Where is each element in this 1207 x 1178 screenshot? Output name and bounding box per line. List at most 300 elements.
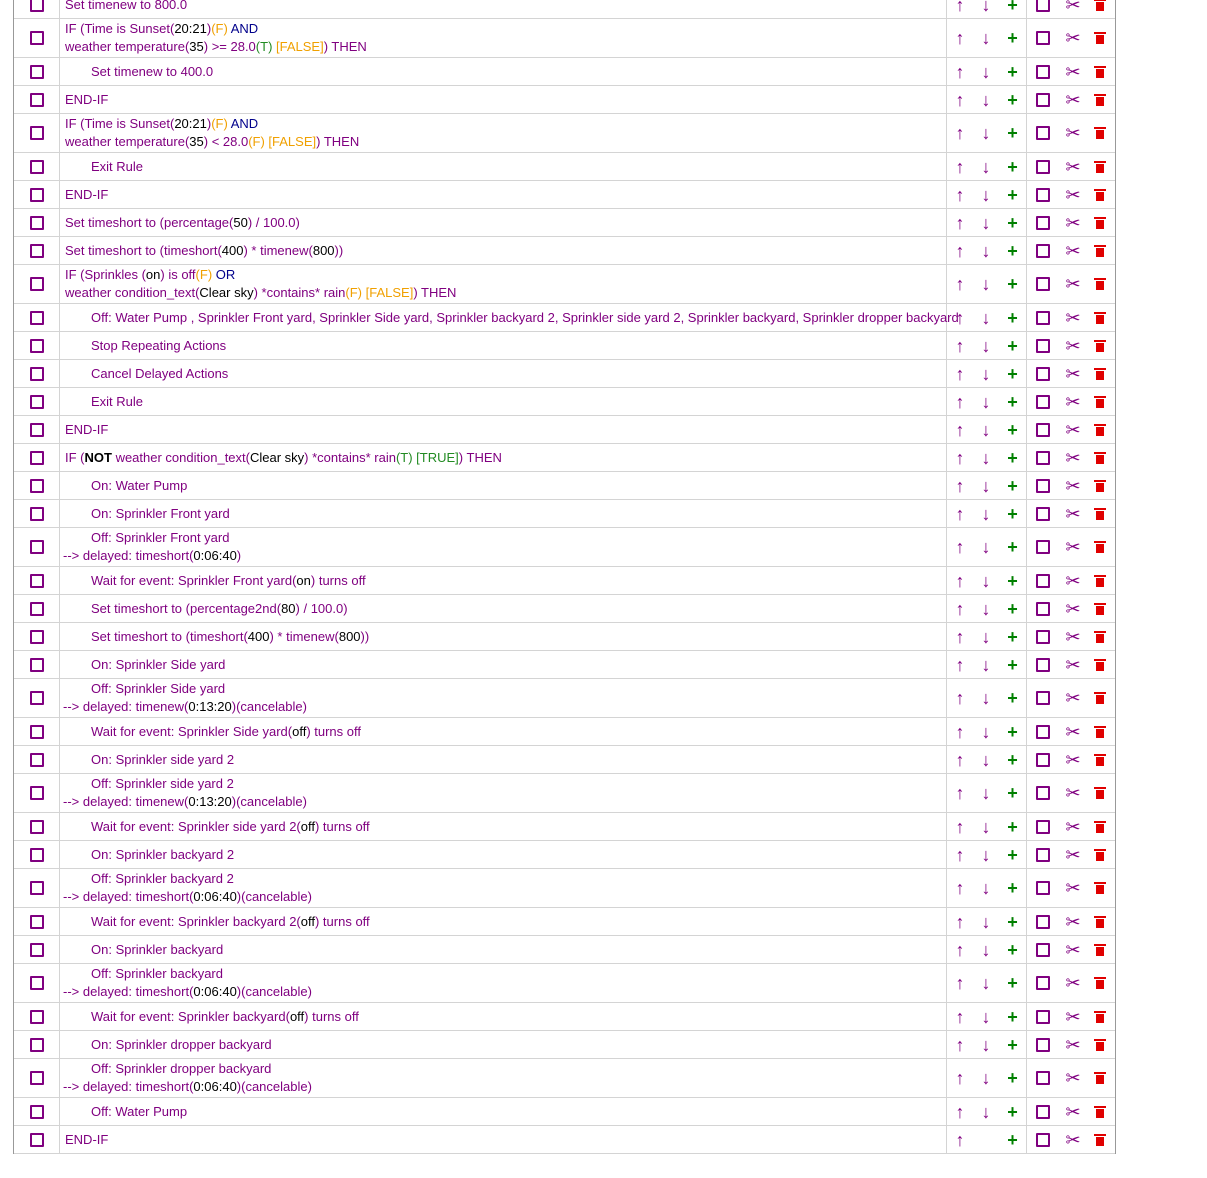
arrow-down-icon[interactable]: ↓ xyxy=(981,1034,991,1055)
plus-icon[interactable]: + xyxy=(1007,447,1018,468)
arrow-down-icon[interactable]: ↓ xyxy=(981,212,991,233)
plus-icon[interactable]: + xyxy=(1007,1068,1018,1088)
scissors-icon[interactable]: ✂ xyxy=(1065,973,1081,993)
copy-checkbox-icon[interactable] xyxy=(1036,1105,1050,1119)
rule-line[interactable] xyxy=(60,679,947,717)
select-checkbox[interactable] xyxy=(30,1010,44,1024)
select-checkbox[interactable] xyxy=(30,423,44,437)
rule-line[interactable] xyxy=(60,841,947,868)
arrow-up-icon[interactable]: ↑ xyxy=(955,307,965,328)
arrow-up-icon[interactable]: ↑ xyxy=(955,212,965,233)
plus-icon[interactable]: + xyxy=(1007,240,1018,261)
plus-icon[interactable]: + xyxy=(1007,1006,1018,1027)
arrow-down-icon[interactable]: ↓ xyxy=(981,1068,991,1088)
trash-icon[interactable] xyxy=(1095,1039,1105,1051)
copy-checkbox-icon[interactable] xyxy=(1036,31,1050,45)
rule-line[interactable] xyxy=(60,237,947,264)
arrow-down-icon[interactable]: ↓ xyxy=(981,654,991,675)
trash-icon[interactable] xyxy=(1095,312,1105,324)
select-checkbox[interactable] xyxy=(30,1038,44,1052)
arrow-down-icon[interactable]: ↓ xyxy=(981,688,991,708)
scissors-icon[interactable]: ✂ xyxy=(1065,307,1081,328)
rule-line[interactable] xyxy=(60,304,959,331)
copy-checkbox-icon[interactable] xyxy=(1036,915,1050,929)
copy-checkbox-icon[interactable] xyxy=(1036,848,1050,862)
rule-line[interactable] xyxy=(60,1031,947,1058)
scissors-icon[interactable]: ✂ xyxy=(1065,816,1081,837)
plus-icon[interactable]: + xyxy=(1007,537,1018,557)
copy-checkbox-icon[interactable] xyxy=(1036,188,1050,202)
scissors-icon[interactable]: ✂ xyxy=(1065,240,1081,261)
arrow-down-icon[interactable]: ↓ xyxy=(981,878,991,898)
rule-line[interactable] xyxy=(60,964,947,1002)
arrow-down-icon[interactable]: ↓ xyxy=(981,570,991,591)
copy-checkbox-icon[interactable] xyxy=(1036,65,1050,79)
arrow-down-icon[interactable]: ↓ xyxy=(981,156,991,177)
trash-icon[interactable] xyxy=(1095,368,1105,380)
rule-line[interactable] xyxy=(60,746,947,773)
copy-checkbox-icon[interactable] xyxy=(1036,479,1050,493)
arrow-up-icon[interactable]: ↑ xyxy=(955,123,965,143)
plus-icon[interactable]: + xyxy=(1007,419,1018,440)
trash-icon[interactable] xyxy=(1095,1011,1105,1023)
rule-line[interactable] xyxy=(60,567,947,594)
arrow-down-icon[interactable]: ↓ xyxy=(981,89,991,110)
plus-icon[interactable]: + xyxy=(1007,212,1018,233)
plus-icon[interactable]: + xyxy=(1007,274,1018,294)
arrow-down-icon[interactable]: ↓ xyxy=(981,335,991,356)
select-checkbox[interactable] xyxy=(30,881,44,895)
rule-line[interactable] xyxy=(60,908,947,935)
plus-icon[interactable]: + xyxy=(1007,156,1018,177)
plus-icon[interactable]: + xyxy=(1007,939,1018,960)
scissors-icon[interactable]: ✂ xyxy=(1065,1034,1081,1055)
arrow-down-icon[interactable]: ↓ xyxy=(981,391,991,412)
scissors-icon[interactable]: ✂ xyxy=(1065,878,1081,898)
rule-line[interactable] xyxy=(60,813,947,840)
scissors-icon[interactable]: ✂ xyxy=(1065,721,1081,742)
plus-icon[interactable]: + xyxy=(1007,1101,1018,1122)
rule-line[interactable] xyxy=(60,416,947,443)
rule-line[interactable] xyxy=(60,869,947,907)
trash-icon[interactable] xyxy=(1095,245,1105,257)
trash-icon[interactable] xyxy=(1095,480,1105,492)
select-checkbox[interactable] xyxy=(30,65,44,79)
plus-icon[interactable]: + xyxy=(1007,184,1018,205)
plus-icon[interactable]: + xyxy=(1007,654,1018,675)
rule-line[interactable] xyxy=(60,265,947,303)
rule-line[interactable] xyxy=(60,360,947,387)
arrow-up-icon[interactable]: ↑ xyxy=(955,1006,965,1027)
plus-icon[interactable]: + xyxy=(1007,61,1018,82)
plus-icon[interactable]: + xyxy=(1007,570,1018,591)
scissors-icon[interactable]: ✂ xyxy=(1065,939,1081,960)
scissors-icon[interactable]: ✂ xyxy=(1065,537,1081,557)
scissors-icon[interactable]: ✂ xyxy=(1065,844,1081,865)
copy-checkbox-icon[interactable] xyxy=(1036,1071,1050,1085)
select-checkbox[interactable] xyxy=(30,0,44,12)
plus-icon[interactable]: + xyxy=(1007,335,1018,356)
arrow-up-icon[interactable]: ↑ xyxy=(955,240,965,261)
select-checkbox[interactable] xyxy=(30,160,44,174)
plus-icon[interactable]: + xyxy=(1007,1129,1018,1150)
select-checkbox[interactable] xyxy=(30,479,44,493)
arrow-down-icon[interactable]: ↓ xyxy=(981,61,991,82)
scissors-icon[interactable]: ✂ xyxy=(1065,391,1081,412)
plus-icon[interactable]: + xyxy=(1007,688,1018,708)
copy-checkbox-icon[interactable] xyxy=(1036,881,1050,895)
select-checkbox[interactable] xyxy=(30,216,44,230)
scissors-icon[interactable]: ✂ xyxy=(1065,61,1081,82)
plus-icon[interactable]: + xyxy=(1007,391,1018,412)
trash-icon[interactable] xyxy=(1095,189,1105,201)
copy-checkbox-icon[interactable] xyxy=(1036,602,1050,616)
copy-checkbox-icon[interactable] xyxy=(1036,786,1050,800)
select-checkbox[interactable] xyxy=(30,277,44,291)
arrow-up-icon[interactable]: ↑ xyxy=(955,0,965,15)
arrow-down-icon[interactable]: ↓ xyxy=(981,749,991,770)
arrow-up-icon[interactable]: ↑ xyxy=(955,688,965,708)
arrow-down-icon[interactable]: ↓ xyxy=(981,28,991,48)
rule-line[interactable] xyxy=(60,0,947,18)
arrow-down-icon[interactable]: ↓ xyxy=(981,598,991,619)
rule-line[interactable] xyxy=(60,444,947,471)
trash-icon[interactable] xyxy=(1095,849,1105,861)
plus-icon[interactable]: + xyxy=(1007,363,1018,384)
arrow-up-icon[interactable]: ↑ xyxy=(955,156,965,177)
arrow-up-icon[interactable]: ↑ xyxy=(955,363,965,384)
select-checkbox[interactable] xyxy=(30,915,44,929)
trash-icon[interactable] xyxy=(1095,127,1105,139)
scissors-icon[interactable]: ✂ xyxy=(1065,688,1081,708)
scissors-icon[interactable]: ✂ xyxy=(1065,28,1081,48)
trash-icon[interactable] xyxy=(1095,1134,1105,1146)
scissors-icon[interactable]: ✂ xyxy=(1065,447,1081,468)
arrow-down-icon[interactable]: ↓ xyxy=(981,447,991,468)
trash-icon[interactable] xyxy=(1095,821,1105,833)
arrow-up-icon[interactable]: ↑ xyxy=(955,626,965,647)
trash-icon[interactable] xyxy=(1095,424,1105,436)
copy-checkbox-icon[interactable] xyxy=(1036,574,1050,588)
select-checkbox[interactable] xyxy=(30,311,44,325)
copy-checkbox-icon[interactable] xyxy=(1036,540,1050,554)
arrow-up-icon[interactable]: ↑ xyxy=(955,61,965,82)
arrow-down-icon[interactable]: ↓ xyxy=(981,503,991,524)
plus-icon[interactable]: + xyxy=(1007,475,1018,496)
rule-line[interactable] xyxy=(60,58,947,85)
rule-line[interactable] xyxy=(60,651,947,678)
trash-icon[interactable] xyxy=(1095,1106,1105,1118)
scissors-icon[interactable]: ✂ xyxy=(1065,0,1081,15)
arrow-up-icon[interactable]: ↑ xyxy=(955,503,965,524)
scissors-icon[interactable]: ✂ xyxy=(1065,1006,1081,1027)
scissors-icon[interactable]: ✂ xyxy=(1065,911,1081,932)
arrow-down-icon[interactable]: ↓ xyxy=(981,844,991,865)
scissors-icon[interactable]: ✂ xyxy=(1065,419,1081,440)
select-checkbox[interactable] xyxy=(30,786,44,800)
trash-icon[interactable] xyxy=(1095,340,1105,352)
copy-checkbox-icon[interactable] xyxy=(1036,216,1050,230)
arrow-up-icon[interactable]: ↑ xyxy=(955,939,965,960)
select-checkbox[interactable] xyxy=(30,395,44,409)
trash-icon[interactable] xyxy=(1095,66,1105,78)
scissors-icon[interactable]: ✂ xyxy=(1065,783,1081,803)
select-checkbox[interactable] xyxy=(30,1071,44,1085)
scissors-icon[interactable]: ✂ xyxy=(1065,184,1081,205)
plus-icon[interactable]: + xyxy=(1007,0,1018,15)
copy-checkbox-icon[interactable] xyxy=(1036,93,1050,107)
trash-icon[interactable] xyxy=(1095,508,1105,520)
copy-checkbox-icon[interactable] xyxy=(1036,395,1050,409)
plus-icon[interactable]: + xyxy=(1007,503,1018,524)
trash-icon[interactable] xyxy=(1095,692,1105,704)
select-checkbox[interactable] xyxy=(30,451,44,465)
copy-checkbox-icon[interactable] xyxy=(1036,1010,1050,1024)
plus-icon[interactable]: + xyxy=(1007,123,1018,143)
rule-line[interactable] xyxy=(60,181,947,208)
select-checkbox[interactable] xyxy=(30,540,44,554)
select-checkbox[interactable] xyxy=(30,725,44,739)
scissors-icon[interactable]: ✂ xyxy=(1065,1068,1081,1088)
scissors-icon[interactable]: ✂ xyxy=(1065,1129,1081,1150)
select-checkbox[interactable] xyxy=(30,574,44,588)
arrow-down-icon[interactable]: ↓ xyxy=(981,973,991,993)
arrow-up-icon[interactable]: ↑ xyxy=(955,391,965,412)
plus-icon[interactable]: + xyxy=(1007,626,1018,647)
copy-checkbox-icon[interactable] xyxy=(1036,753,1050,767)
plus-icon[interactable]: + xyxy=(1007,783,1018,803)
plus-icon[interactable]: + xyxy=(1007,89,1018,110)
arrow-up-icon[interactable]: ↑ xyxy=(955,28,965,48)
arrow-down-icon[interactable]: ↓ xyxy=(981,939,991,960)
rule-line[interactable] xyxy=(60,774,947,812)
arrow-down-icon[interactable]: ↓ xyxy=(981,911,991,932)
copy-checkbox-icon[interactable] xyxy=(1036,630,1050,644)
copy-checkbox-icon[interactable] xyxy=(1036,277,1050,291)
select-checkbox[interactable] xyxy=(30,367,44,381)
trash-icon[interactable] xyxy=(1095,541,1105,553)
arrow-up-icon[interactable]: ↑ xyxy=(955,335,965,356)
rule-line[interactable] xyxy=(60,595,947,622)
trash-icon[interactable] xyxy=(1095,396,1105,408)
arrow-up-icon[interactable]: ↑ xyxy=(955,89,965,110)
scissors-icon[interactable]: ✂ xyxy=(1065,123,1081,143)
arrow-down-icon[interactable]: ↓ xyxy=(981,475,991,496)
scissors-icon[interactable]: ✂ xyxy=(1065,654,1081,675)
trash-icon[interactable] xyxy=(1095,603,1105,615)
rule-line[interactable] xyxy=(60,153,947,180)
arrow-down-icon[interactable]: ↓ xyxy=(981,537,991,557)
rule-line[interactable] xyxy=(60,472,947,499)
arrow-up-icon[interactable]: ↑ xyxy=(955,274,965,294)
arrow-up-icon[interactable]: ↑ xyxy=(955,816,965,837)
arrow-down-icon[interactable]: ↓ xyxy=(981,626,991,647)
arrow-up-icon[interactable]: ↑ xyxy=(955,475,965,496)
plus-icon[interactable]: + xyxy=(1007,816,1018,837)
arrow-up-icon[interactable]: ↑ xyxy=(955,447,965,468)
arrow-up-icon[interactable]: ↑ xyxy=(955,184,965,205)
select-checkbox[interactable] xyxy=(30,188,44,202)
arrow-down-icon[interactable]: ↓ xyxy=(981,184,991,205)
rule-line[interactable] xyxy=(60,209,947,236)
arrow-up-icon[interactable]: ↑ xyxy=(955,1129,965,1150)
select-checkbox[interactable] xyxy=(30,244,44,258)
select-checkbox[interactable] xyxy=(30,848,44,862)
scissors-icon[interactable]: ✂ xyxy=(1065,570,1081,591)
copy-checkbox-icon[interactable] xyxy=(1036,691,1050,705)
select-checkbox[interactable] xyxy=(30,602,44,616)
copy-checkbox-icon[interactable] xyxy=(1036,976,1050,990)
plus-icon[interactable]: + xyxy=(1007,844,1018,865)
arrow-down-icon[interactable]: ↓ xyxy=(981,123,991,143)
plus-icon[interactable]: + xyxy=(1007,749,1018,770)
arrow-down-icon[interactable]: ↓ xyxy=(981,1006,991,1027)
select-checkbox[interactable] xyxy=(30,339,44,353)
copy-checkbox-icon[interactable] xyxy=(1036,451,1050,465)
plus-icon[interactable]: + xyxy=(1007,721,1018,742)
trash-icon[interactable] xyxy=(1095,726,1105,738)
copy-checkbox-icon[interactable] xyxy=(1036,507,1050,521)
select-checkbox[interactable] xyxy=(30,1105,44,1119)
trash-icon[interactable] xyxy=(1095,452,1105,464)
copy-checkbox-icon[interactable] xyxy=(1036,943,1050,957)
copy-checkbox-icon[interactable] xyxy=(1036,0,1050,12)
scissors-icon[interactable]: ✂ xyxy=(1065,1101,1081,1122)
trash-icon[interactable] xyxy=(1095,32,1105,44)
copy-checkbox-icon[interactable] xyxy=(1036,820,1050,834)
copy-checkbox-icon[interactable] xyxy=(1036,423,1050,437)
trash-icon[interactable] xyxy=(1095,787,1105,799)
rule-line[interactable] xyxy=(60,114,947,152)
scissors-icon[interactable]: ✂ xyxy=(1065,212,1081,233)
rule-line[interactable] xyxy=(60,936,947,963)
trash-icon[interactable] xyxy=(1095,754,1105,766)
scissors-icon[interactable]: ✂ xyxy=(1065,335,1081,356)
arrow-down-icon[interactable]: ↓ xyxy=(981,1101,991,1122)
arrow-up-icon[interactable]: ↑ xyxy=(955,537,965,557)
select-checkbox[interactable] xyxy=(30,126,44,140)
rule-line[interactable] xyxy=(60,1098,947,1125)
plus-icon[interactable]: + xyxy=(1007,973,1018,993)
rule-line[interactable] xyxy=(60,500,947,527)
plus-icon[interactable]: + xyxy=(1007,911,1018,932)
select-checkbox[interactable] xyxy=(30,820,44,834)
arrow-down-icon[interactable]: ↓ xyxy=(981,363,991,384)
trash-icon[interactable] xyxy=(1095,659,1105,671)
copy-checkbox-icon[interactable] xyxy=(1036,311,1050,325)
select-checkbox[interactable] xyxy=(30,753,44,767)
arrow-up-icon[interactable]: ↑ xyxy=(955,570,965,591)
scissors-icon[interactable]: ✂ xyxy=(1065,156,1081,177)
rule-line[interactable] xyxy=(60,528,947,566)
rule-line[interactable] xyxy=(60,86,947,113)
trash-icon[interactable] xyxy=(1095,944,1105,956)
copy-checkbox-icon[interactable] xyxy=(1036,1038,1050,1052)
arrow-down-icon[interactable]: ↓ xyxy=(981,419,991,440)
scissors-icon[interactable]: ✂ xyxy=(1065,363,1081,384)
arrow-down-icon[interactable]: ↓ xyxy=(981,240,991,261)
arrow-up-icon[interactable]: ↑ xyxy=(955,844,965,865)
select-checkbox[interactable] xyxy=(30,31,44,45)
copy-checkbox-icon[interactable] xyxy=(1036,367,1050,381)
arrow-down-icon[interactable]: ↓ xyxy=(981,783,991,803)
trash-icon[interactable] xyxy=(1095,575,1105,587)
copy-checkbox-icon[interactable] xyxy=(1036,126,1050,140)
rule-line[interactable] xyxy=(60,19,947,57)
scissors-icon[interactable]: ✂ xyxy=(1065,503,1081,524)
arrow-up-icon[interactable]: ↑ xyxy=(955,721,965,742)
plus-icon[interactable]: + xyxy=(1007,307,1018,328)
arrow-up-icon[interactable]: ↑ xyxy=(955,1034,965,1055)
arrow-down-icon[interactable]: ↓ xyxy=(981,307,991,328)
rule-line[interactable] xyxy=(60,332,947,359)
scissors-icon[interactable]: ✂ xyxy=(1065,749,1081,770)
scissors-icon[interactable]: ✂ xyxy=(1065,598,1081,619)
arrow-up-icon[interactable]: ↑ xyxy=(955,419,965,440)
copy-checkbox-icon[interactable] xyxy=(1036,725,1050,739)
arrow-down-icon[interactable]: ↓ xyxy=(981,721,991,742)
select-checkbox[interactable] xyxy=(30,630,44,644)
scissors-icon[interactable]: ✂ xyxy=(1065,626,1081,647)
trash-icon[interactable] xyxy=(1095,0,1105,11)
scissors-icon[interactable]: ✂ xyxy=(1065,274,1081,294)
copy-checkbox-icon[interactable] xyxy=(1036,658,1050,672)
trash-icon[interactable] xyxy=(1095,1072,1105,1084)
trash-icon[interactable] xyxy=(1095,278,1105,290)
trash-icon[interactable] xyxy=(1095,94,1105,106)
plus-icon[interactable]: + xyxy=(1007,598,1018,619)
arrow-up-icon[interactable]: ↑ xyxy=(955,911,965,932)
rule-line[interactable] xyxy=(60,1003,947,1030)
copy-checkbox-icon[interactable] xyxy=(1036,339,1050,353)
copy-checkbox-icon[interactable] xyxy=(1036,1133,1050,1147)
select-checkbox[interactable] xyxy=(30,691,44,705)
trash-icon[interactable] xyxy=(1095,882,1105,894)
select-checkbox[interactable] xyxy=(30,943,44,957)
arrow-up-icon[interactable]: ↑ xyxy=(955,1101,965,1122)
rule-line[interactable] xyxy=(60,718,947,745)
arrow-up-icon[interactable]: ↑ xyxy=(955,1068,965,1088)
trash-icon[interactable] xyxy=(1095,631,1105,643)
plus-icon[interactable]: + xyxy=(1007,878,1018,898)
copy-checkbox-icon[interactable] xyxy=(1036,160,1050,174)
select-checkbox[interactable] xyxy=(30,1133,44,1147)
rule-line[interactable] xyxy=(60,1126,947,1153)
rule-line[interactable] xyxy=(60,388,947,415)
arrow-down-icon[interactable]: ↓ xyxy=(981,274,991,294)
arrow-down-icon[interactable]: ↓ xyxy=(981,816,991,837)
arrow-up-icon[interactable]: ↑ xyxy=(955,783,965,803)
arrow-down-icon[interactable]: ↓ xyxy=(981,0,991,15)
scissors-icon[interactable]: ✂ xyxy=(1065,89,1081,110)
arrow-up-icon[interactable]: ↑ xyxy=(955,973,965,993)
trash-icon[interactable] xyxy=(1095,977,1105,989)
select-checkbox[interactable] xyxy=(30,507,44,521)
plus-icon[interactable]: + xyxy=(1007,1034,1018,1055)
rule-line[interactable] xyxy=(60,1059,947,1097)
select-checkbox[interactable] xyxy=(30,976,44,990)
scissors-icon[interactable]: ✂ xyxy=(1065,475,1081,496)
arrow-up-icon[interactable]: ↑ xyxy=(955,749,965,770)
rule-line[interactable] xyxy=(60,623,947,650)
trash-icon[interactable] xyxy=(1095,217,1105,229)
trash-icon[interactable] xyxy=(1095,161,1105,173)
arrow-up-icon[interactable]: ↑ xyxy=(955,654,965,675)
plus-icon[interactable]: + xyxy=(1007,28,1018,48)
trash-icon[interactable] xyxy=(1095,916,1105,928)
select-checkbox[interactable] xyxy=(30,93,44,107)
select-checkbox[interactable] xyxy=(30,658,44,672)
